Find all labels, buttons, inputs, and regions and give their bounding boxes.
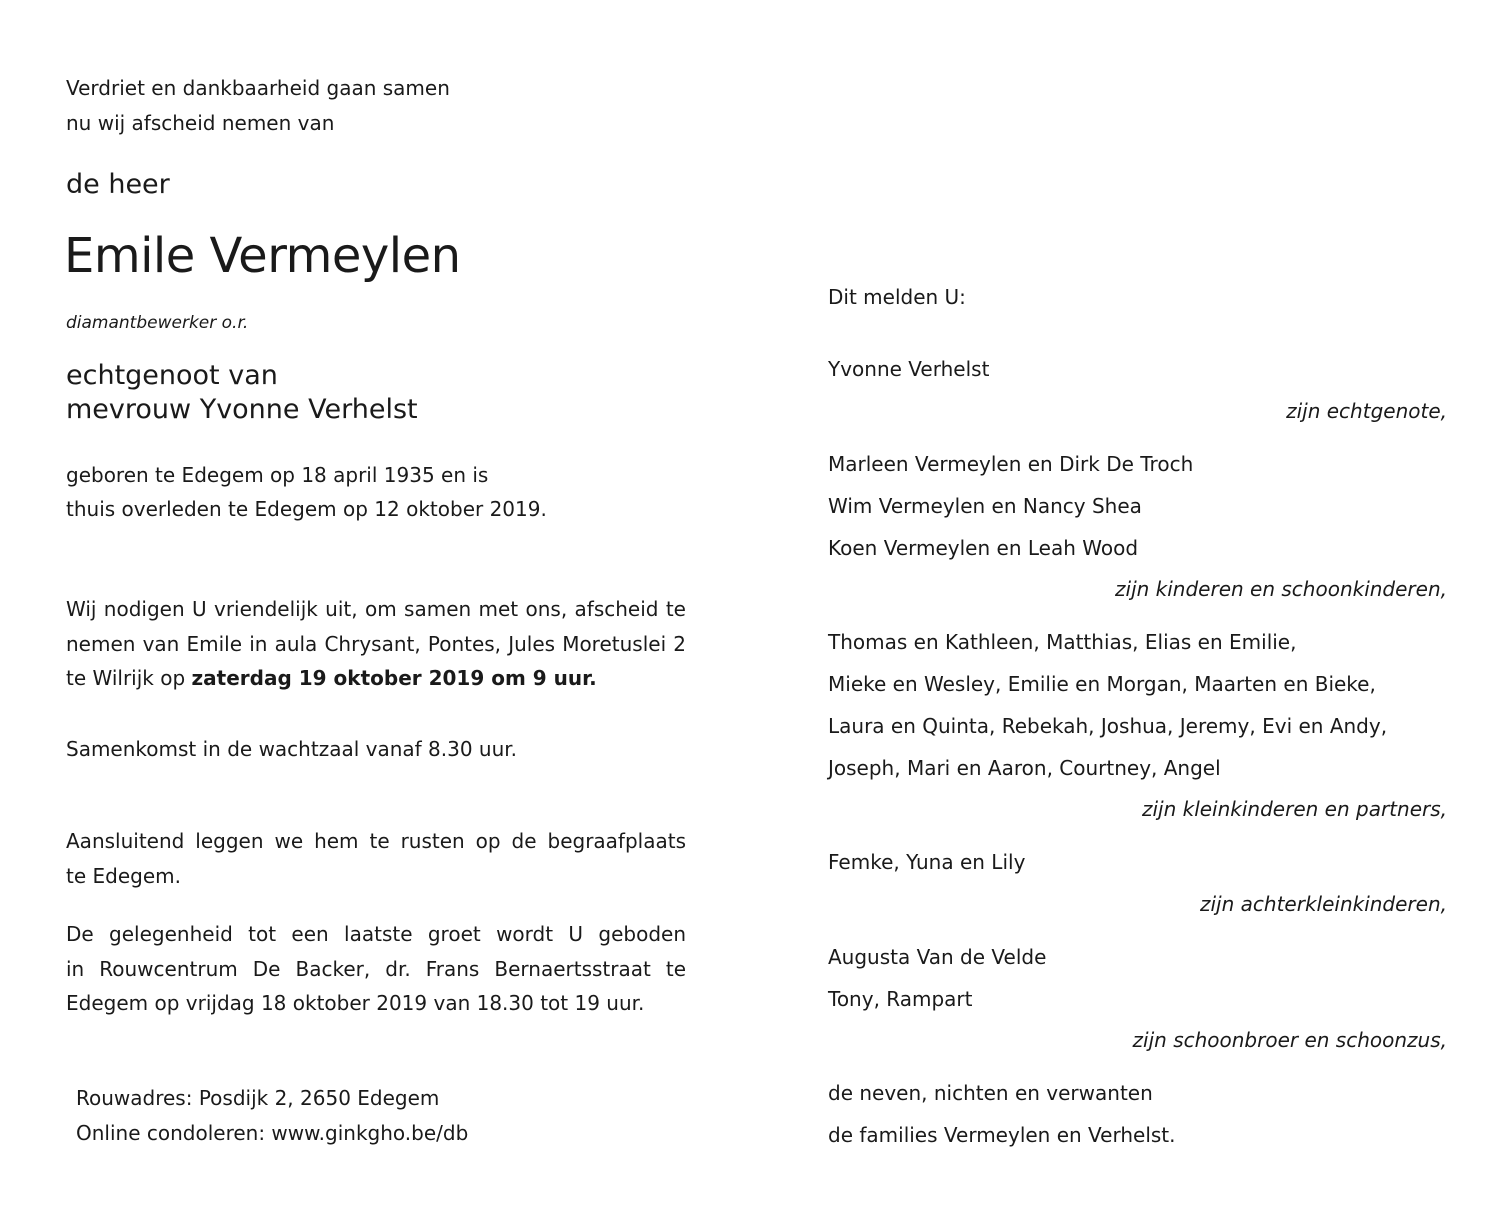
gathering-line: Samenkomst in de wachtzaal vanaf 8.30 uur. bbox=[66, 737, 518, 761]
announcers-heading: Dit melden U: bbox=[828, 285, 966, 309]
farewell-line-1: De gelegenheid tot een laatste groet wordt U geboden bbox=[66, 922, 686, 946]
grandchildren-line: Thomas en Kathleen, Matthias, Elias en Emilie, bbox=[828, 630, 1297, 654]
child-line: Wim Vermeylen en Nancy Shea bbox=[828, 494, 1142, 518]
grandchildren-relation: zijn kleinkinderen en partners, bbox=[1141, 797, 1447, 821]
farewell-paragraph bbox=[66, 917, 686, 1021]
honorific: de heer bbox=[66, 169, 170, 200]
ceremony-datetime: zaterdag 19 oktober 2019 om 9 uur. bbox=[191, 666, 597, 690]
spouse-line-2: mevrouw Yvonne Verhelst bbox=[66, 394, 418, 425]
child-line: Koen Vermeylen en Leah Wood bbox=[828, 536, 1139, 560]
online-condolences: Online condoleren: www.ginkgho.be/db bbox=[76, 1121, 469, 1145]
birth-line: geboren te Edegem op 18 april 1935 en is bbox=[66, 463, 489, 487]
occupation: diamantbewerker o.r. bbox=[66, 313, 249, 333]
invitation-paragraph bbox=[66, 592, 686, 696]
great-grandchildren-line: Femke, Yuna en Lily bbox=[828, 850, 1026, 874]
grandchildren-line: Mieke en Wesley, Emilie en Morgan, Maarten en Bieke, bbox=[828, 672, 1376, 696]
farewell-line-2: in Rouwcentrum De Backer, dr. Frans Bernaertsstraat te bbox=[66, 956, 686, 981]
inlaws-relation: zijn schoonbroer en schoonzus, bbox=[1132, 1028, 1447, 1052]
burial-line-2: te Edegem. bbox=[66, 863, 181, 888]
inlaw-line: Tony, Rampart bbox=[828, 987, 973, 1011]
spouse-line-1: echtgenoot van bbox=[66, 360, 278, 391]
invitation-line-3 bbox=[66, 661, 686, 696]
relatives-line: de neven, nichten en verwanten bbox=[828, 1081, 1153, 1105]
death-line: thuis overleden te Edegem op 12 oktober 2019. bbox=[66, 497, 547, 521]
intro-line-2: nu wij afscheid nemen van bbox=[66, 111, 335, 135]
burial-line-1: Aansluitend leggen we hem te rusten op de begraafplaats bbox=[66, 829, 686, 853]
invitation-line-2: nemen van Emile in aula Chrysant, Pontes, Jules Moretuslei 2 bbox=[66, 631, 686, 656]
child-line: Marleen Vermeylen en Dirk De Troch bbox=[828, 452, 1194, 476]
grandchildren-line: Laura en Quinta, Rebekah, Joshua, Jeremy, Evi en Andy, bbox=[828, 714, 1388, 738]
intro-line-1: Verdriet en dankbaarheid gaan samen bbox=[66, 76, 450, 100]
spouse-name: Yvonne Verhelst bbox=[828, 357, 990, 381]
deceased-name: Emile Vermeylen bbox=[64, 228, 461, 284]
families-line: de families Vermeylen en Verhelst. bbox=[828, 1123, 1176, 1147]
farewell-line-3: Edegem op vrijdag 18 oktober 2019 van 18.30 tot 19 uur. bbox=[66, 991, 645, 1015]
invitation-line-3-text: te Wilrijk op bbox=[66, 666, 192, 690]
burial-paragraph bbox=[66, 824, 686, 893]
grandchildren-line: Joseph, Mari en Aaron, Courtney, Angel bbox=[828, 756, 1221, 780]
great-grandchildren-relation: zijn achterkleinkinderen, bbox=[1200, 892, 1447, 916]
mourning-address: Rouwadres: Posdijk 2, 2650 Edegem bbox=[76, 1086, 440, 1110]
children-relation: zijn kinderen en schoonkinderen, bbox=[1115, 577, 1447, 601]
inlaw-line: Augusta Van de Velde bbox=[828, 945, 1047, 969]
invitation-line-1: Wij nodigen U vriendelijk uit, om samen met ons, afscheid te bbox=[66, 597, 686, 621]
spouse-relation: zijn echtgenote, bbox=[1286, 399, 1447, 423]
